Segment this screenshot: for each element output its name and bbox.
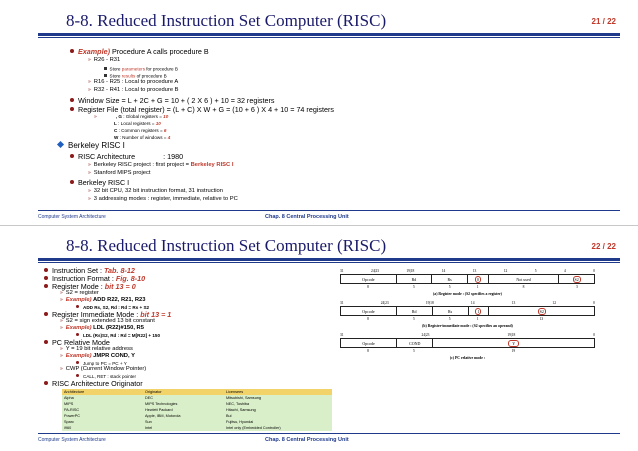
item-ldl-def: LDL (Rs)S2, Rd : Rd = M[R22] + 150	[76, 333, 160, 339]
def-w: W : Number of windows = 4	[114, 135, 171, 140]
arrow-icon: »	[88, 170, 91, 176]
def-g: » , G : Global registers = 10	[94, 114, 169, 120]
item-example-ldl: » Example) LDL (R22)#150, R5	[60, 325, 144, 331]
bullet-icon	[76, 361, 79, 364]
field-widths: 8 5 5 1 13	[367, 317, 544, 321]
arrow-icon: »	[88, 87, 91, 93]
footer-center: Chap. 8 Central Processing Unit	[265, 437, 349, 443]
title-rule	[38, 258, 620, 261]
field-opcode: Opcode	[341, 275, 397, 283]
title-rule	[38, 33, 620, 36]
field-rs: Rs	[432, 275, 468, 283]
field-rd: Rd	[397, 275, 433, 283]
table-row: i960 Intel Intel only (Embedded Controller)	[62, 425, 332, 431]
bullet-berkeley-risc1: Berkeley RISC I	[70, 179, 129, 186]
originator-table	[62, 389, 332, 431]
item-add-def: ADD Rs, S2, Rd : Rd = Rs + S2	[76, 305, 149, 311]
footer-rule	[38, 433, 620, 434]
format-fields	[340, 274, 595, 284]
section-berkeley: Berkeley RISC I	[58, 142, 125, 150]
table-header: Architecture	[62, 389, 143, 395]
page-number: 22 / 22	[591, 242, 616, 251]
bullet-icon	[76, 374, 79, 377]
format-register-mode	[340, 269, 595, 296]
item-cpu32: » 32 bit CPU, 32 bit instruction format, 31 instruction	[88, 188, 223, 194]
bullet-icon	[44, 381, 48, 385]
field-widths: 8 5 19	[367, 349, 516, 353]
arrow-icon: »	[60, 318, 63, 324]
format-caption: (c) PC relative mode :	[449, 356, 486, 360]
bit-positions: 31 24|23 19|18 0	[340, 333, 595, 337]
arrow-icon: »	[88, 196, 91, 202]
table-row: PA-RISC Hewlett Packard Hitachi, Samsung	[62, 407, 332, 413]
footer-left: Computer System Architecture	[38, 214, 106, 220]
bullet-icon	[70, 49, 74, 53]
arrow-icon: »	[94, 114, 97, 120]
format-pc-relative	[340, 333, 595, 360]
arrow-icon: »	[60, 346, 63, 352]
page-number: 21 / 22	[591, 17, 616, 26]
slide-21	[0, 0, 638, 225]
bullet-risc-arch: RISC Architecture : 1980	[70, 153, 183, 160]
item-r26: » R26 - R31	[88, 57, 121, 63]
bullet-example: Example) Procedure A calls procedure B	[70, 48, 209, 55]
field-rd: Rd	[397, 307, 433, 315]
item-call-ret: CALL, RET : stack pointer	[76, 374, 136, 380]
field-widths: 8 5 5 1 8 5	[367, 285, 578, 289]
format-fields	[340, 338, 595, 348]
bullet-icon	[44, 284, 48, 288]
bullet-icon	[70, 98, 74, 102]
format-register-immediate	[340, 301, 595, 328]
slide-22	[0, 226, 638, 451]
field-bit13: 0	[468, 275, 489, 283]
arrow-icon: »	[88, 57, 91, 63]
bullet-icon	[70, 154, 74, 158]
item-r26-params: Store parameters for procedure B	[104, 67, 178, 72]
arrow-icon: »	[60, 290, 63, 296]
bullet-icon	[44, 276, 48, 280]
field-s2: S2	[539, 308, 544, 314]
square-bullet-icon	[104, 74, 107, 77]
footer-left: Computer System Architecture	[38, 437, 106, 443]
field-y: Y	[433, 339, 594, 347]
bullet-icon	[70, 180, 74, 184]
bit-positions: 31 24|23 19|18 14 13 12 0	[340, 301, 595, 305]
bullet-instruction-format: Instruction Format : Fig. 8-10	[44, 275, 145, 282]
bullet-icon	[44, 340, 48, 344]
arrow-icon: »	[60, 297, 63, 303]
item-jmpr-def: Jump to PC = PC + Y	[76, 361, 127, 367]
format-caption: (a) Register mode : (S2 specifies a register)	[433, 292, 502, 296]
item-addr-modes: » 3 addressing modes : register, immediate, relative to PC	[88, 196, 238, 202]
item-example-jmpr: » Example) JMPR COND, Y	[60, 353, 135, 359]
bullet-immediate-mode: Register Immediate Mode : bit 13 = 1	[44, 311, 171, 318]
arrow-icon: »	[88, 162, 91, 168]
bullet-icon	[70, 107, 74, 111]
table-row: Sparc Sun Fujitsu, Hyundai	[62, 419, 332, 425]
item-cwp: » CWP (Current Window Pointer)	[60, 366, 147, 372]
item-r16: » R16 - R25 : Local to procedure A	[88, 79, 179, 85]
def-l: L : Local registers = 10	[114, 121, 161, 126]
arrow-icon: »	[60, 366, 63, 372]
format-fields	[340, 306, 595, 316]
bullet-register-mode: Register Mode : bit 13 = 0	[44, 283, 136, 290]
item-r26-results: Store results of procedure B	[104, 74, 167, 79]
table-header: Licensees	[224, 389, 332, 395]
arrow-icon: »	[60, 325, 63, 331]
table-row: MIPS MIPS Technologies NEC, Toshiba	[62, 401, 332, 407]
bit-positions: 31 24|23 19|18 14 13 12 5 4 0	[340, 269, 595, 273]
item-r32: » R32 - R41 : Local to procedure B	[88, 87, 179, 93]
arrow-icon: »	[60, 353, 63, 359]
field-rs: Rs	[433, 307, 469, 315]
table-row: PowerPC Apple, IBM, Motorola Bul	[62, 413, 332, 419]
field-bit13: 1	[469, 307, 490, 315]
arrow-icon: »	[88, 79, 91, 85]
arrow-icon: »	[88, 188, 91, 194]
item-example-add: » Example) ADD R22, R21, R23	[60, 297, 146, 303]
table-header: Originator	[143, 389, 224, 395]
bullet-icon	[76, 333, 79, 336]
bullet-icon	[44, 312, 48, 316]
footer-rule	[38, 210, 620, 211]
item-s2-register: » S2 = register	[60, 290, 99, 296]
title-rule-thin	[38, 37, 620, 38]
field-opcode: Opcode	[341, 307, 397, 315]
bullet-icon	[76, 305, 79, 308]
bullet-window-size: Window Size = L + 2C + G = 10 + ( 2 X 6 ) + 10 = 32 registers	[70, 97, 275, 104]
field-not-used: Not used	[489, 275, 559, 283]
slide-title: 8-8. Reduced Instruction Set Computer (RISC)	[66, 236, 387, 255]
item-y19: » Y = 19 bit relative address	[60, 346, 133, 352]
diamond-bullet-icon	[57, 141, 64, 148]
item-berkeley-project: » Berkeley RISC project : first project = Berkeley RISC I	[88, 162, 234, 168]
table-row: Alpha DEC Mitsubishi, Samsung	[62, 395, 332, 401]
field-opcode: Opcode	[341, 339, 397, 347]
field-cond: COND	[397, 339, 433, 347]
item-s2-immediate: » S2 = sign extended 13 bit constant	[60, 318, 155, 324]
slide-title: 8-8. Reduced Instruction Set Computer (RISC)	[66, 11, 387, 30]
bullet-icon	[44, 268, 48, 272]
square-bullet-icon	[104, 67, 107, 70]
bullet-instruction-set: Instruction Set : Tab. 8-12	[44, 267, 135, 274]
def-c: C : Common registers = 6	[114, 128, 167, 133]
bullet-originator: RISC Architecture Originator	[44, 380, 143, 387]
footer-center: Chap. 8 Central Processing Unit	[265, 214, 349, 220]
bullet-register-file: Register File (total register) = (L + C) X W + G = (10 + 6 ) X 4 + 10 = 74 registers	[70, 106, 334, 113]
item-stanford: » Stanford MIPS project	[88, 170, 151, 176]
title-rule-thin	[38, 262, 620, 263]
field-s2: S2	[574, 276, 579, 282]
format-caption: (b) Register-immediate mode : (S2 specifies an operand)	[422, 324, 513, 328]
bullet-pc-relative: PC Relative Mode	[44, 339, 110, 346]
